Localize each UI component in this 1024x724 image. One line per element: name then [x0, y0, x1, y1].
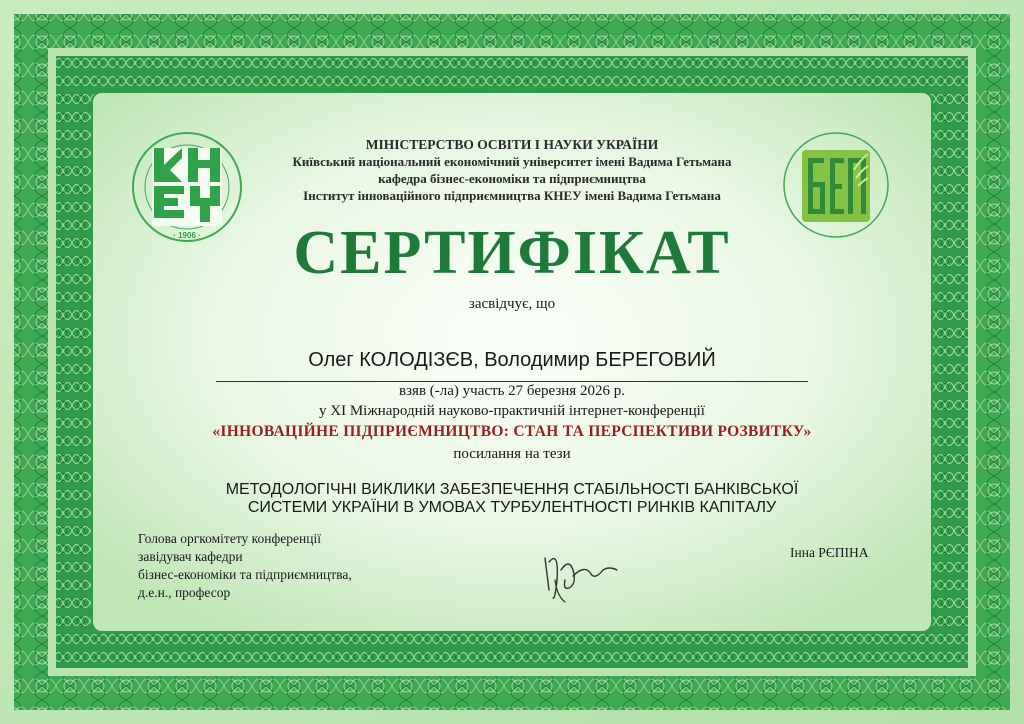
institution-header	[260, 136, 764, 204]
institute-name: Інститут інноваційного підприємництва КНЕУ імені Вадима Гетьмана	[303, 188, 721, 203]
paper-title-line-1: МЕТОДОЛОГІЧНІ ВИКЛИКИ ЗАБЕЗПЕЧЕННЯ СТАБІЛЬНОСТІ БАНКІВСЬКОЇ	[225, 481, 799, 498]
signatory-position	[138, 530, 352, 602]
name-underline	[216, 381, 808, 382]
signatory-line-4: д.е.н., професор	[138, 585, 231, 600]
participation-date: взяв (-ла) участь 27 березня 2026 р.	[399, 383, 625, 399]
signatory-line-2: завідувач кафедри	[138, 549, 243, 564]
signatory-name: Інна РЄПІНА	[790, 545, 869, 560]
svg-text:· 1906 ·: · 1906 ·	[173, 231, 201, 240]
recipient-names: Олег КОЛОДІЗЄВ, Володимир БЕРЕГОВИЙ	[308, 349, 716, 371]
paper-title	[0, 481, 1024, 517]
certificate-title: СЕРТИФІКАТ	[293, 219, 731, 287]
paper-title-line-2: СИСТЕМИ УКРАЇНИ В УМОВАХ ТУРБУЛЕНТНОСТІ РИНКІВ КАПІТАЛУ	[247, 499, 777, 516]
conference-theme: «ІННОВАЦІЙНЕ ПІДПРИЄМНИЦТВО: СТАН ТА ПЕРСПЕКТИВИ РОЗВИТКУ»	[212, 423, 812, 440]
abstract-link-label: посилання на тези	[453, 446, 571, 462]
university-name: Київський національний економічний університет імені Вадима Гетьмана	[292, 154, 732, 169]
conference-description: у ХІ Міжнародній науково-практичній інтернет-конференції	[319, 403, 705, 419]
handwritten-signature	[535, 540, 625, 610]
certifies-text: засвідчує, що	[468, 296, 556, 312]
signatory-line-1: Голова оргкомітету конференції	[138, 531, 321, 546]
ministry-name: МІНІСТЕРСТВО ОСВІТИ І НАУКИ УКРАЇНИ	[365, 137, 659, 152]
department-name: кафедра бізнес-економіки та підприємництва	[378, 171, 646, 186]
signatory-line-3: бізнес-економіки та підприємництва,	[138, 567, 352, 582]
